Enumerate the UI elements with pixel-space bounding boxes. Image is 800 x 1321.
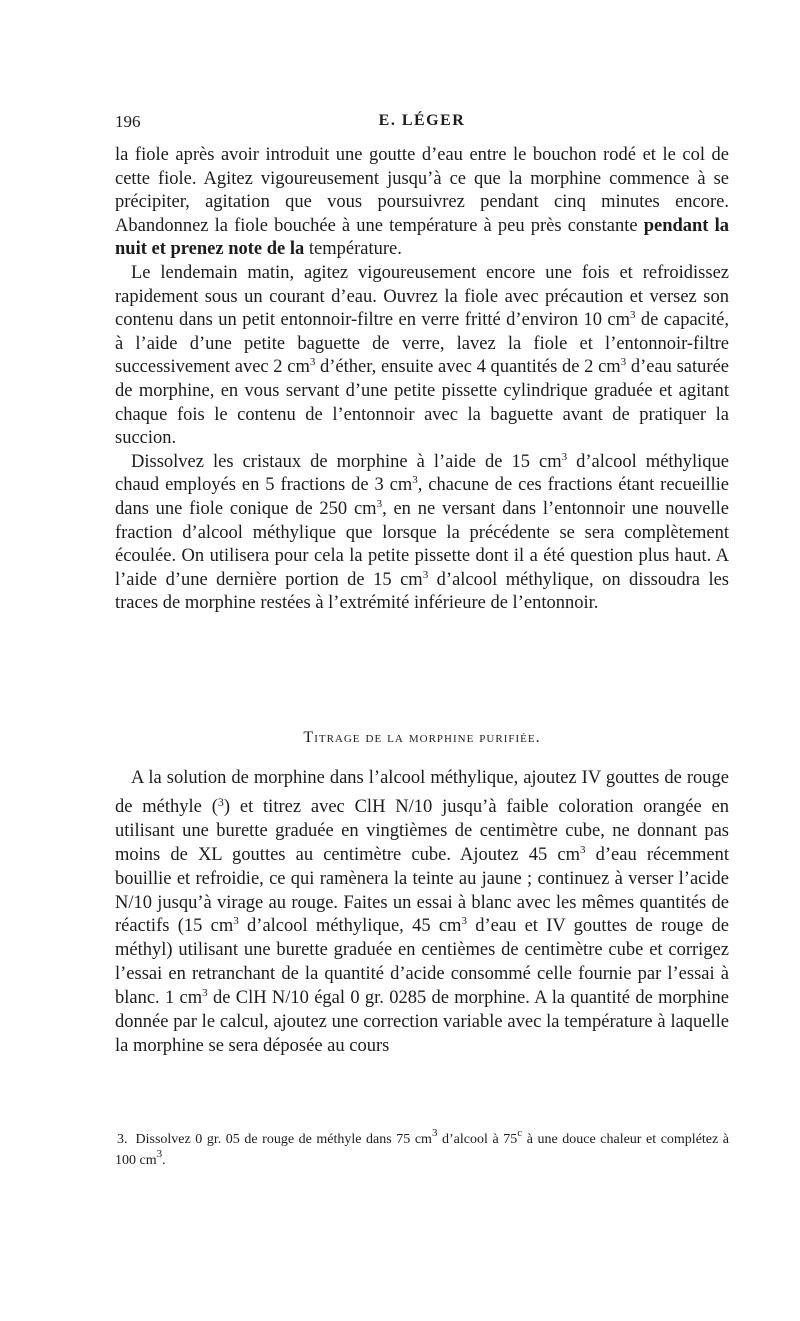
footnote <box>115 1129 729 1171</box>
superscript: 3 <box>156 1148 163 1160</box>
superscript: 3 <box>630 309 636 322</box>
superscript: 3 <box>233 915 239 928</box>
paragraph-4: A la solution de morphine dans l’alcool méthylique, ajoutez IV gouttes de rouge de méthyle ($^3$) et titrez avec ClH N/10 jusqu’à faible coloration orangée en utilisant une burette graduée en vingtièmes de centimètre cube, ne donnant pas moins de XL gouttes au centimètre cube. Ajoutez 45 $cm^3$ d’eau récemment bouillie et refroidie, ce qui ramènera la teinte au jaune ; continuez à verser l’acide N/10 jusqu’à virage au rouge. Faites un essai à blanc avec les mêmes quantités de réactifs (15 $cm^3$ d’alcool méthylique, 45 $cm^3$ d’eau et IV gouttes de rouge de méthyl) utilisant une burette graduée en centièmes de centimètre cube et corrigez l’essai en retranchant de la quantité d’acide consommé celle fournie par l’essai à blanc. 1 $cm^3$ de ClH N/10 égal 0 gr. 0285 de morphine. A la quantité de morphine donnée par le calcul, ajoutez une correction variable avec la température à laquelle la morphine se sera déposée au cours <box>115 768 730 1056</box>
footnote-reference: 3 <box>217 794 224 809</box>
superscript: 3 <box>412 474 418 487</box>
superscript: 3 <box>422 568 429 581</box>
running-head: E. LÉGER <box>378 112 466 129</box>
paragraph-3: Dissolvez les cristaux de morphine à l’aide de 15 $cm^3$ d’alcool méthylique chaud employés en 5 fractions de 3 $cm^3$, chacune de ces fractions étant recueillie dans une fiole conique de 250 $cm^3$, en ne versant dans l’entonnoir une nouvelle fraction d’alcool méthylique que lorsque la précédente se sera complètement écoulée. On utilisera pour cela la petite pissette dont il a été question plus haut. A l’aide d’une dernière portion de 15 $cm^3$ d’alcool méthylique, on dissoudra les traces de morphine restées à l’extrémité inférieure de l’entonnoir. <box>115 450 729 614</box>
superscript: 3 <box>561 450 568 463</box>
body-text-lower <box>115 767 729 1059</box>
footnote-number: 3. <box>117 1132 128 1147</box>
superscript: 3 <box>620 356 627 369</box>
page-number: 196 <box>115 112 141 131</box>
body-text-upper <box>115 144 729 616</box>
bold-phrase: pendant la nuit et prenez note de la <box>115 215 729 260</box>
superscript: 3 <box>309 356 316 369</box>
section-heading: Titrage de la morphine purifiée. <box>303 729 541 746</box>
superscript: 3 <box>431 1127 438 1139</box>
paragraph-2: Le lendemain matin, agitez vigoureusement encore une fois et refroidissez rapidement sous un courant d’eau. Ouvrez la fiole avec précaution et versez son contenu dans un petit entonnoir-filtre en verre fritté d’environ 10 $cm^3$ de capacité, à l’aide d’une petite baguette de verre, lavez la fiole et l’entonnoir-filtre successivement avec 2 $cm^3$ d’éther, ensuite avec 4 quantités de 2 $cm^3$ d’eau saturée de morphine, en vous servant d’une petite pissette cylindrique graduée et agitant chaque fois le contenu de l’entonnoir avec la baguette avant de pratiquer la succion. <box>115 262 730 449</box>
paragraph-1: la fiole après avoir introduit une goutte d’eau entre le bouchon rodé et le col de cette fiole. Agitez vigoureusement jusqu’à ce que la morphine commence à se précipiter, agitation que vous poursuivrez pendant cinq minutes encore. Abandonnez la fiole bouchée à une température à peu près constante pendant la nuit et prenez note de la température. <box>115 145 729 260</box>
superscript: 3 <box>202 987 208 1000</box>
superscript: 3 <box>376 497 383 510</box>
page-header <box>115 112 729 136</box>
superscript: 3 <box>461 915 467 928</box>
footnote-text: 3. Dissolvez 0 gr. 05 de rouge de méthyle dans 75 $cm^3$ d’alcool à 75$^c$ à une douce chaleur et complétez à 100 $cm^3$. <box>115 1127 730 1168</box>
degree-superscript: c <box>517 1127 523 1139</box>
superscript: 3 <box>579 843 586 856</box>
